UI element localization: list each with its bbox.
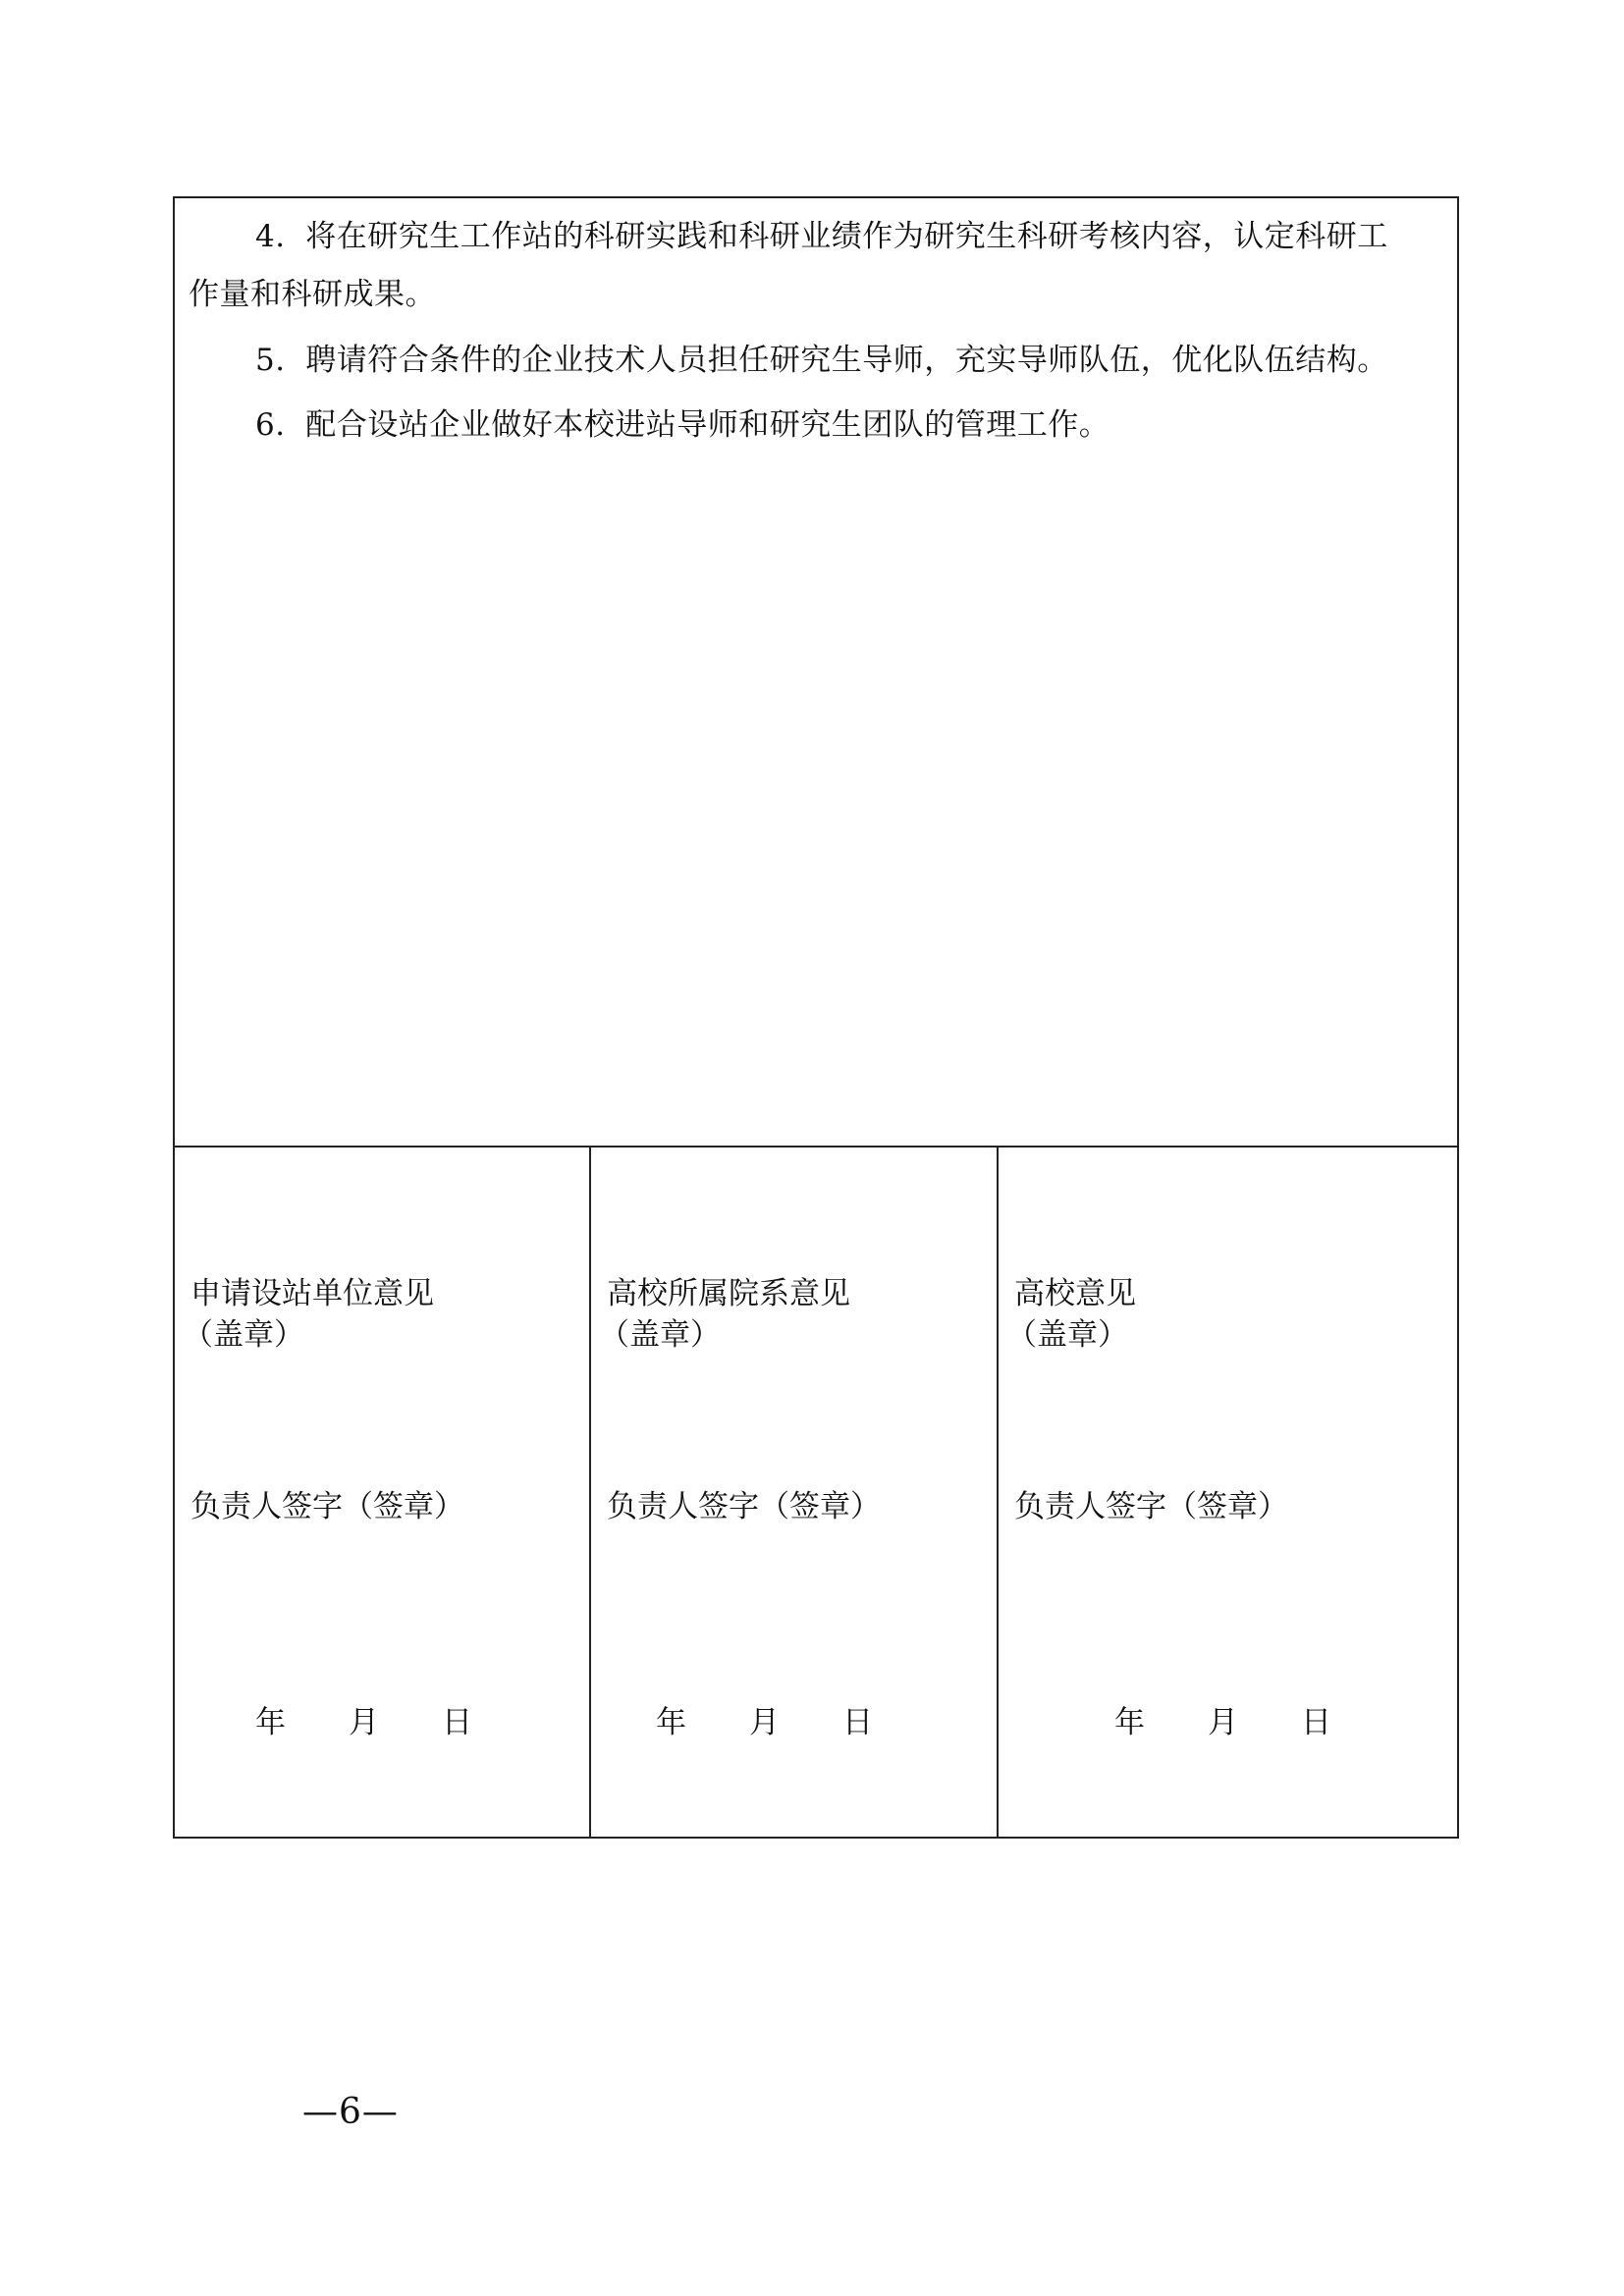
list-item-number: 4. <box>255 219 286 254</box>
month-label: 月 <box>749 1705 780 1740</box>
opinion-title: 高校意见 <box>1014 1276 1136 1311</box>
university-opinion-cell <box>999 1148 1457 1837</box>
list-item-text: 将在研究生工作站的科研实践和科研业绩作为研究生科研考核内容，认定科研工 <box>305 219 1388 254</box>
list-item-number: 6. <box>255 407 286 443</box>
opinion-title: 高校所属院系意见 <box>607 1276 850 1311</box>
list-item-text: 配合设站企业做好本校进站导师和研究生团队的管理工作。 <box>305 407 1110 443</box>
form-table <box>173 196 1459 1839</box>
signature-label: 负责人签字（签章） <box>607 1489 881 1524</box>
list-item-text: 聘请符合条件的企业技术人员担任研究生导师，充实导师队伍，优化队伍结构。 <box>305 343 1388 378</box>
department-opinion-cell <box>591 1148 999 1837</box>
signature-label: 负责人签字（签章） <box>1014 1489 1288 1524</box>
list-item-4-line1 <box>255 216 1388 257</box>
day-label: 日 <box>842 1705 873 1740</box>
list-item-6 <box>255 404 1110 446</box>
opinion-row <box>175 1148 1457 1837</box>
year-label: 年 <box>656 1705 686 1740</box>
page-number: —6— <box>302 2092 399 2132</box>
day-label: 日 <box>442 1705 472 1740</box>
applicant-opinion-cell <box>175 1148 591 1837</box>
month-label: 月 <box>349 1705 379 1740</box>
year-label: 年 <box>1114 1705 1145 1740</box>
day-label: 日 <box>1301 1705 1331 1740</box>
seal-note: （盖章） <box>1006 1317 1128 1353</box>
list-item-number: 5. <box>255 343 286 378</box>
year-label: 年 <box>255 1705 286 1740</box>
date-line <box>656 1702 873 1743</box>
measures-cell <box>175 198 1457 1148</box>
seal-note: （盖章） <box>183 1317 304 1353</box>
seal-note: （盖章） <box>599 1317 721 1353</box>
signature-label: 负责人签字（签章） <box>190 1489 464 1524</box>
opinion-title: 申请设站单位意见 <box>190 1276 434 1311</box>
date-line <box>1114 1702 1331 1743</box>
month-label: 月 <box>1208 1705 1238 1740</box>
date-line <box>255 1702 472 1743</box>
list-item-4-line2: 作量和科研成果。 <box>189 277 436 312</box>
list-item-5 <box>255 340 1388 381</box>
